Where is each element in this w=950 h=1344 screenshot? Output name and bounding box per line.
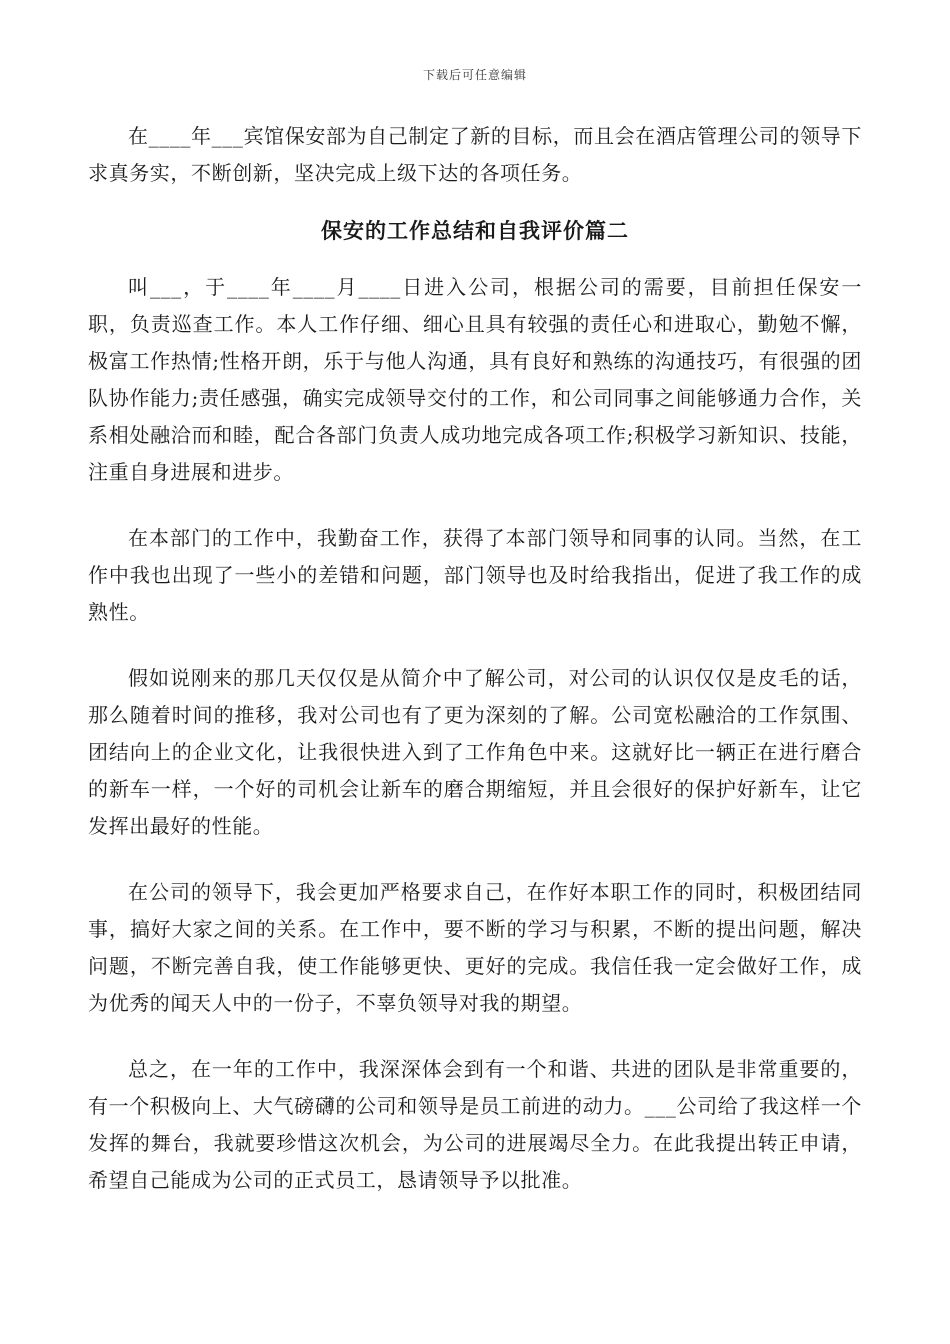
body-paragraph-3: 假如说刚来的那几天仅仅是从简介中了解公司，对公司的认识仅仅是皮毛的话，那么随着时间的推移，我对公司也有了更为深刻的了解。公司宽松融洽的工作氛围、团结向上的企业文化，让我很快进入到了工作角色中来。这就好比一辆正在进行磨合的新车一样，一个好的司机会让新车的磨合期缩短，并且会很好的保护好新车，让它发挥出最好的性能。 [88,666,862,838]
section-title: 保安的工作总结和自我评价篇二 [321,218,629,243]
body-paragraph-4: 在公司的领导下，我会更加严格要求自己，在作好本职工作的同时，积极团结同事，搞好大家之间的关系。在工作中，要不断的学习与积累，不断的提出问题，解决问题，不断完善自我，使工作能够更快、更好的完成。我信任我一定会做好工作，成为优秀的闻天人中的一份子，不辜负领导对我的期望。 [88,880,862,1015]
page-header-note: 下载后可任意编辑 [422,68,527,82]
intro-paragraph: 在____年___宾馆保安部为自己制定了新的目标，而且会在酒店管理公司的领导下求真务实，不断创新，坚决完成上级下达的各项任务。 [88,124,862,185]
body-paragraph-1: 叫___，于____年____月____日进入公司，根据公司的需要，目前担任保安一职，负责巡查工作。本人工作仔细、细心且具有较强的责任心和进取心，勤勉不懈，极富工作热情;性格开朗，乐于与他人沟通，具有良好和熟练的沟通技巧，有很强的团队协作能力;责任感强，确实完成领导交付的工作，和公司同事之间能够通力合作，关系相处融洽而和睦，配合各部门负责人成功地完成各项工作;积极学习新知识、技能，注重自身进展和进步。 [88,275,862,484]
body-paragraph-2: 在本部门的工作中，我勤奋工作，获得了本部门领导和同事的认同。当然，在工作中我也出现了一些小的差错和问题，部门领导也及时给我指出，促进了我工作的成熟性。 [88,526,862,624]
body-paragraph-5: 总之，在一年的工作中，我深深体会到有一个和谐、共进的团队是非常重要的，有一个积极向上、大气磅礴的公司和领导是员工前进的动力。___公司给了我这样一个发挥的舞台，我就要珍惜这次机会，为公司的进展竭尽全力。在此我提出转正申请，希望自己能成为公司的正式员工，恳请领导予以批准。 [88,1057,862,1192]
document-body [88,118,862,1199]
